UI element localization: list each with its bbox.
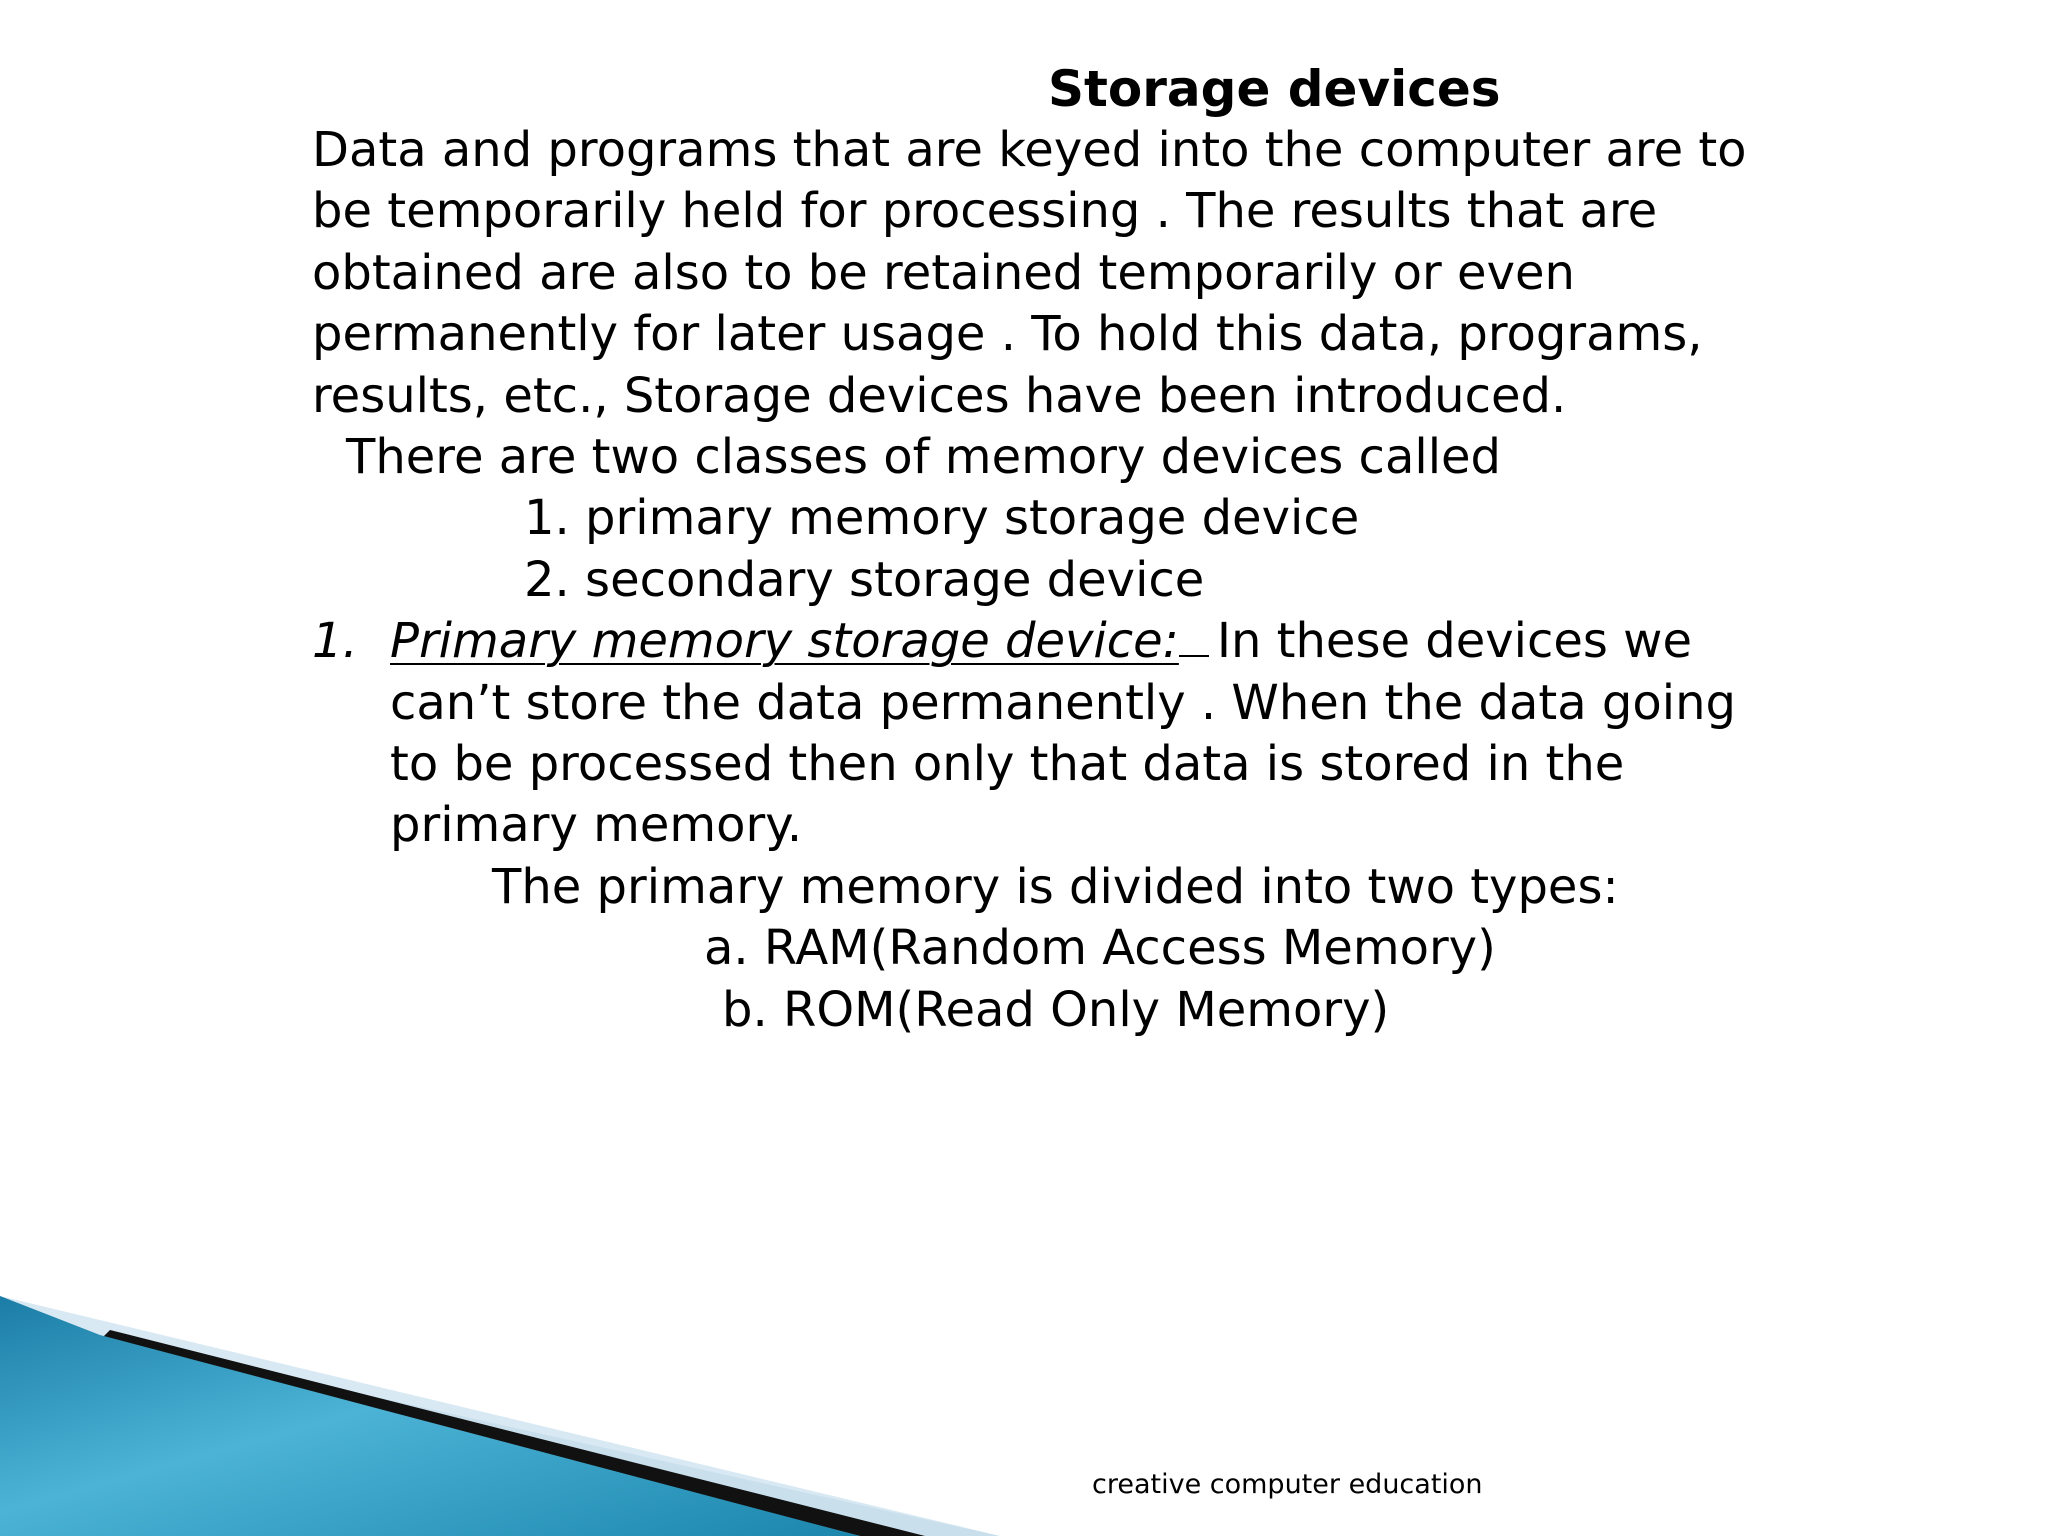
intro-line: Data and programs that are keyed into the computer are to	[312, 122, 1747, 178]
intro-line: results, etc., Storage devices have been introduced.	[312, 367, 1567, 424]
classes-intro: There are two classes of memory devices called	[346, 429, 1502, 486]
class-item-secondary: 2. secondary storage device	[524, 551, 1205, 608]
heading-underline-extension	[1179, 615, 1209, 657]
slide-body	[312, 120, 1812, 1041]
primary-section-line: to be processed then only that data is stored in the	[390, 736, 1625, 793]
primary-section-heading-line	[312, 611, 1812, 672]
primary-section-heading: Primary memory storage device:	[390, 613, 1179, 670]
slide-title: Storage devices	[1048, 60, 1501, 118]
types-intro: The primary memory is divided into two types:	[492, 858, 1619, 915]
primary-section-line: primary memory.	[390, 797, 803, 854]
primary-section-line: can’t store the data permanently . When the data going	[390, 674, 1736, 731]
intro-line: obtained are also to be retained temporarily or even	[312, 244, 1575, 301]
slide-footer: creative computer education	[1092, 1469, 1483, 1500]
type-item-rom: b. ROM(Read Only Memory)	[722, 981, 1390, 1038]
primary-section-number: 1.	[312, 613, 358, 670]
primary-section-first-line-rest: In these devices we	[1216, 613, 1692, 670]
class-item-primary: 1. primary memory storage device	[524, 490, 1360, 547]
intro-line: be temporarily held for processing . The results that are	[312, 183, 1658, 240]
intro-line: permanently for later usage . To hold this data, programs,	[312, 306, 1703, 363]
type-item-ram: a. RAM(Random Access Memory)	[704, 920, 1496, 977]
